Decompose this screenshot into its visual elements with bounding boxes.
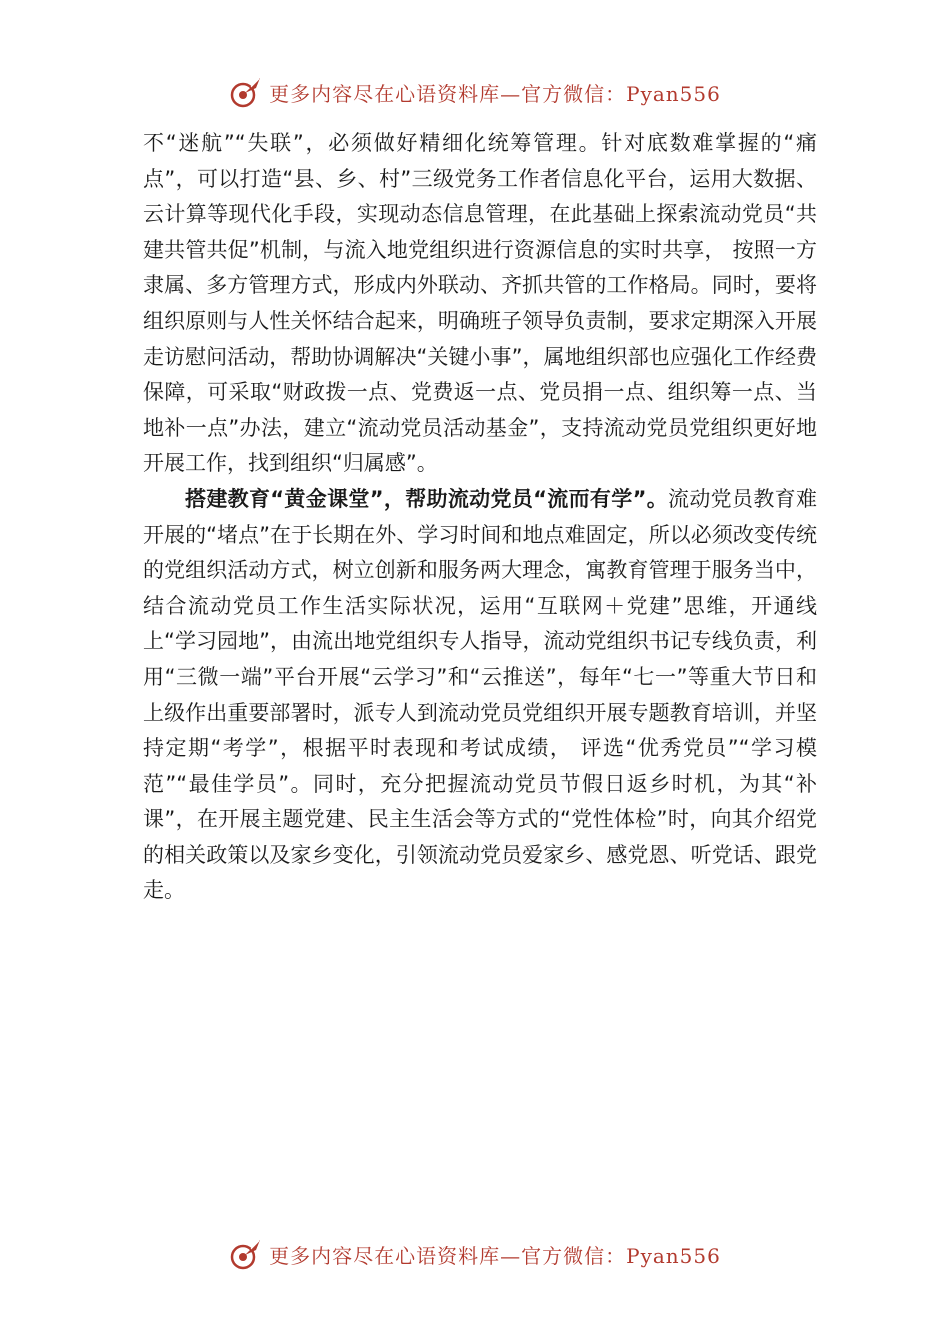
quill-pen-seal-icon bbox=[229, 1237, 263, 1271]
paragraph-2-body: 流动党员教育难开展的“堵点”在于长期在外、学习时间和地点难固定，所以必须改变传统的党组织活动方式，树立创新和服务两大理念，寓教育管理于服务当中，结合流动党员工作生活实际状况，运用“互联网＋党建”思维，开通线上“学习园地”，由流出地党组织专人指导，流动党组织书记专线负责，利用“三微一端”平台开展“云学习”和“云推送”，每年“七一”等重大节日和上级作出重要部署时，派专人到流动党员党组织开展专题教育培训，并坚持定期“考学”，根据平时表现和考试成绩， 评选“优秀党员”“学习模范”“最佳学员”。同时，充分把握流动党员节假日返乡时机，为其“补课”，在开展主题党建、民主生活会等方式的“党性体检”时，向其介绍党的相关政策以及家乡变化，引领流动党员爱家乡、感党恩、听党话、跟党走。 bbox=[143, 486, 817, 903]
quill-pen-seal-icon bbox=[229, 75, 263, 109]
header-banner bbox=[0, 70, 950, 114]
paragraph-2 bbox=[143, 482, 817, 909]
article-body bbox=[143, 126, 817, 909]
footer-banner bbox=[0, 1232, 950, 1276]
footer-banner-text: 更多内容尽在心语资料库—官方微信：Pyan556 bbox=[269, 1243, 721, 1268]
paragraph-2-lead: 搭建教育“黄金课堂”，帮助流动党员“流而有学”。 bbox=[185, 486, 669, 511]
paragraph-1: 不“迷航”“失联”，必须做好精细化统筹管理。针对底数难掌握的“痛点”，可以打造“县、乡、村”三级党务工作者信息化平台，运用大数据、云计算等现代化手段，实现动态信息管理，在此基础上探索流动党员“共建共管共促”机制，与流入地党组织进行资源信息的实时共享， 按照一方隶属、多方管理方式，形成内外联动、齐抓共管的工作格局。同时，要将组织原则与人性关怀结合起来，明确班子领导负责制，要求定期深入开展走访慰问活动，帮助协调解决“关键小事”，属地组织部也应强化工作经费保障，可采取“财政拨一点、党费返一点、党员捐一点、组织筹一点、当地补一点”办法，建立“流动党员活动基金”，支持流动党员党组织更好地开展工作，找到组织“归属感”。 bbox=[143, 131, 817, 476]
header-banner-text: 更多内容尽在心语资料库—官方微信：Pyan556 bbox=[269, 81, 721, 106]
